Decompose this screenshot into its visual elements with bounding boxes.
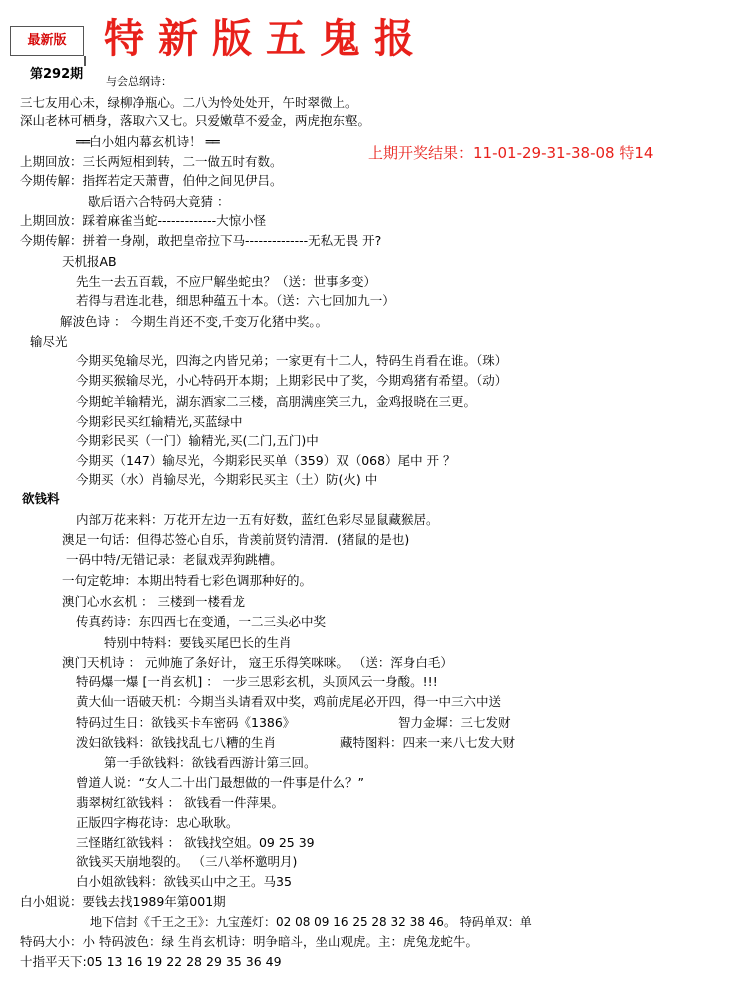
double-bar-mark: ══ <box>76 134 90 149</box>
section-heading: 欲钱料 <box>22 491 60 506</box>
text-line: 今期买猴输尽光，小心特码开本期；上期彩民中了奖，今期鸡猪有希望。（动） <box>76 373 508 388</box>
page-title: 特新版五鬼报 <box>104 15 428 62</box>
poem-line-1: 三七友用心未，绿柳净瓶心。二八为怜处处开，午时翠微上。 <box>20 95 358 110</box>
text-line: 特码爆一爆 [一肖玄机] ： 一步三思彩玄机，头顶风云一身酸。!!! <box>76 674 438 689</box>
text-line: 内部万花来料：万花开左边一五有好数，蓝红色彩尽显鼠藏猴居。 <box>76 512 439 527</box>
previous-draw-result: 上期开奖结果：11-01-29-31-38-08 特14 <box>368 144 654 162</box>
badge-connector <box>84 56 86 66</box>
text-line: 今期买（147）输尽光，今期彩民买单（359）双（068）尾中 开 ？ <box>76 453 456 468</box>
section-heading: 天机报AB <box>62 254 117 269</box>
double-bar-mark: ══ <box>205 134 219 149</box>
text-line: 今期买（水）肖输尽光，今期彩民买主（土）防(火) 中 <box>76 472 378 487</box>
text-line: 今期买兔输尽光，四海之内皆兄弟；一家更有十二人，特码生肖看在谁。（珠） <box>76 353 508 368</box>
text-line: 今期传解：拼着一身剐，敢把皇帝拉下马--------------无私无畏 开? <box>20 233 382 248</box>
text-line: 泼妇欲钱料：欲钱找乱七八糟的生肖 <box>76 735 277 750</box>
text-line: 三怪賭红欲钱料 ： 欲钱找空姐。09 25 39 <box>76 835 315 850</box>
text-line: 澳足一句话：但得芯签心自乐，肯羡前贤钓清渭．(猪鼠的是也) <box>62 532 410 547</box>
edition-badge: 最新版 <box>10 26 84 56</box>
text-line: 上期回放：踩着麻雀当蛇-------------大惊小怪 <box>20 213 267 228</box>
section-heading: 输尽光 <box>30 334 68 349</box>
text-line: 第一手欲钱料：欲钱看西游计第三回。 <box>104 755 317 770</box>
text-line: 今期蛇羊输精光，湖东酒家二三楼，高朋满座笑三九，金鸡报晓在三更。 <box>76 394 477 409</box>
text-line: 藏特图料：四来一来八七发大财 <box>340 735 516 750</box>
text-line: 今期传解：指挥若定天萧曹，伯仲之间见伊吕。 <box>20 173 283 188</box>
text-line: 一码中特/无错记录：老鼠戏弄狗跳槽。 <box>66 552 283 567</box>
text-line: 欲钱买天崩地裂的。 （三八举杯邀明月) <box>76 854 298 869</box>
text-line: 澳门天机诗 ： 元帅施了条好计， 寇王乐得笑咪咪。 （送：浑身白毛） <box>62 655 453 670</box>
text-line: 正版四字梅花诗：忠心耿耿。 <box>76 815 239 830</box>
text-line: 特码大小：小 特码波色：绿 生肖玄机诗：明争暗斗，坐山观虎。主：虎兔龙蛇牛。 <box>20 934 478 949</box>
text-line: 白小姐欲钱料：欲钱买山中之王。马35 <box>76 874 292 889</box>
text-line: 今期彩民买（一门）输精光,买(二门,五门)中 <box>76 433 319 448</box>
text-line: 十指平天下:05 13 16 19 22 28 29 35 36 49 <box>20 954 282 969</box>
text-line: 曾道人说：“女人二十出门最想做的一件事是什么？” <box>76 775 364 790</box>
issue-number: 第292期 <box>30 67 84 82</box>
text-line: 白小姐说：要钱去找1989年第001期 <box>20 894 226 909</box>
poem-intro: 与会总纲诗： <box>106 75 172 88</box>
text-line: 特别中特料：要钱买尾巴长的生肖 <box>104 635 292 650</box>
text-line: 若得与君连北巷，细思种蕴五十本。（送：六七回加九一） <box>76 293 395 308</box>
text-line: 今期彩民买红输精光,买蓝绿中 <box>76 414 243 429</box>
text-line: 特码过生日：欲钱买卡车密码《1386》 <box>76 715 296 730</box>
text-line: 地下信封《千王之王》：九宝莲灯：02 08 09 16 25 28 32 38 46。 特码单双：单 <box>90 915 532 929</box>
text-line: 澳门心水玄机 ： 三楼到一楼看龙 <box>62 594 245 609</box>
poem-line-2: 深山老林可栖身，落取六又七。只爱嫩草不爱金，两虎抱东壑。 <box>20 113 371 128</box>
section-heading: 白小姐内幕玄机诗！ <box>89 134 202 149</box>
section-heading: 歇后语六合特码大竟猜 ： <box>88 194 230 209</box>
text-line: 传真药诗：东四西七在变通，一二三头必中奖 <box>76 614 327 629</box>
text-line: 智力金墀：三七发财 <box>398 715 511 730</box>
text-line: 翡翠树红欲钱料 ： 欲钱看一件萍果。 <box>76 795 284 810</box>
section-baixiaojie-poem <box>76 133 219 151</box>
text-line: 上期回放：三长两短相到转，二一做五时有数。 <box>20 154 283 169</box>
text-line: 一句定乾坤：本期出特看七彩色调那种好的。 <box>62 573 313 588</box>
text-line: 解波色诗 ： 今期生肖还不变,千变万化猪中奖。。 <box>60 314 329 329</box>
text-line: 黄大仙一语破天机：今期当头请看双中奖，鸡前虎尾必开四，得一中三六中送 <box>76 694 502 709</box>
text-line: 先生一去五百载，不应尸解坐蛇虫？（送：世事多变） <box>76 274 377 289</box>
